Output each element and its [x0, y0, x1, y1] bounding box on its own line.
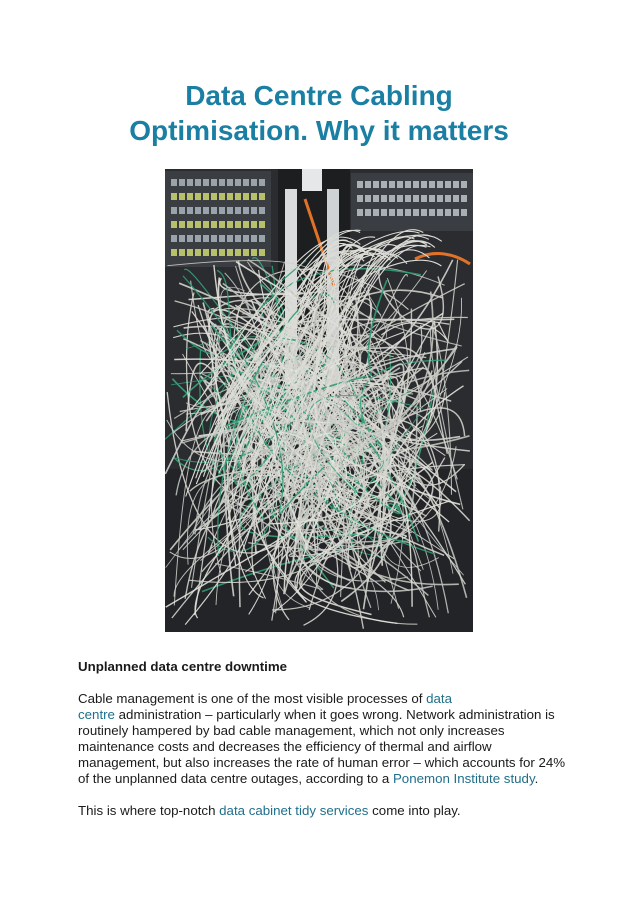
document-title	[0, 78, 638, 148]
paragraph-1	[78, 691, 568, 787]
cabling-photo	[165, 169, 473, 632]
paragraph-2-text-a: This is where top-notch	[78, 803, 220, 818]
tangled-cables-illustration	[165, 169, 473, 632]
data-centre-link-line-1: data	[426, 691, 453, 706]
paragraph-1-text-a: Cable management is one of the most visible processes of	[78, 691, 427, 706]
paragraph-2	[78, 803, 568, 819]
paragraph-1-text-c: .	[534, 771, 539, 786]
paragraph-1-text-b: administration – particularly when it goes wrong. Network administration is routinely hampered by bad cable management, which not only increases maintenance costs and decreases the efficiency of thermal and airflow management, but also increases the rate of human error – which accounts for 24% of the unplanned data centre outages, according to a	[78, 707, 566, 786]
title-line-1: Data Centre Cabling	[185, 80, 453, 111]
title-line-2: Optimisation. Why it matters	[129, 115, 509, 146]
article-body	[78, 659, 568, 835]
section-heading: Unplanned data centre downtime	[78, 659, 288, 674]
cabinet-tidy-services-link[interactable]: data cabinet tidy services	[219, 803, 369, 818]
paragraph-2-text-b: come into play.	[368, 803, 461, 818]
ponemon-study-link[interactable]: Ponemon Institute study	[392, 771, 535, 786]
data-centre-link-line-2: centre	[78, 707, 115, 722]
